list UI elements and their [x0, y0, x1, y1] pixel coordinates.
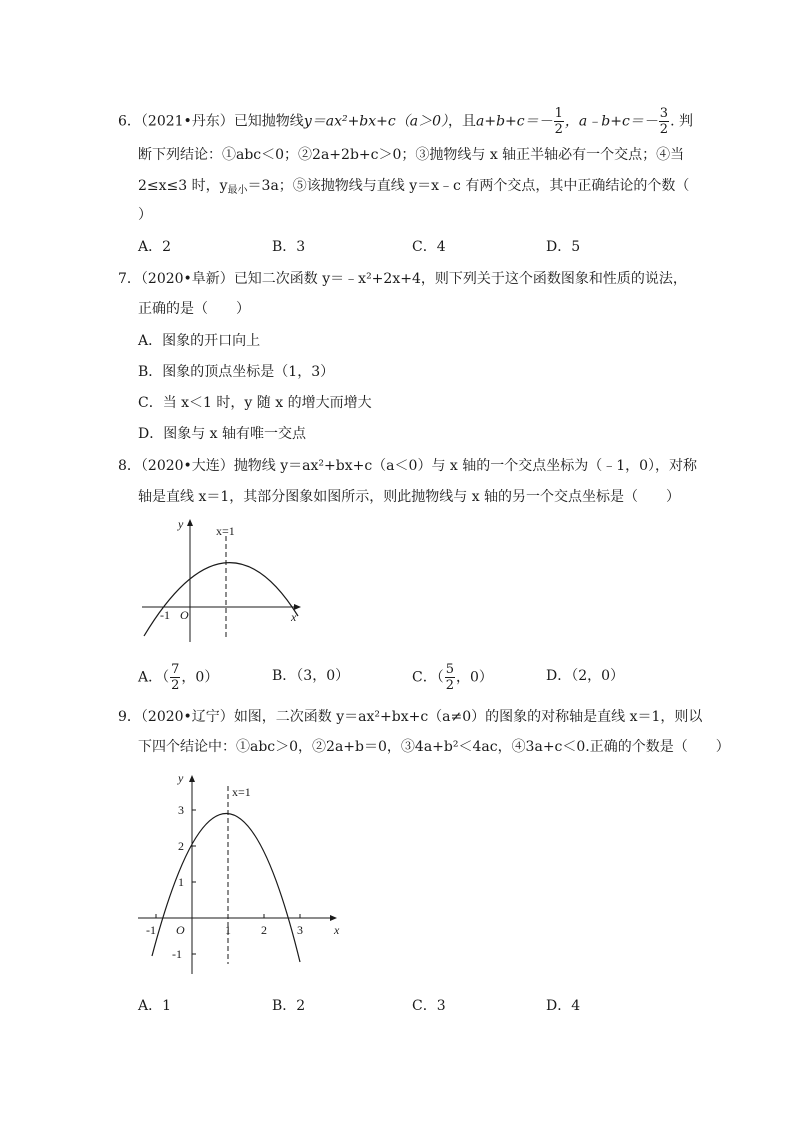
question-7-line-1: 7．（2020•阜新）已知二次函数 y＝﹣x²+2x+4，则下列关于这个函数图象和性质的说法，: [118, 271, 687, 287]
subscript: 最小: [227, 185, 248, 196]
option-text: ，0）: [181, 669, 219, 686]
option-d[interactable]: D．图象与 x 轴有唯一交点: [138, 426, 307, 442]
option-c[interactable]: C．3: [412, 998, 446, 1014]
symmetry-axis-label: x=1: [216, 524, 235, 538]
y-axis-label: y: [178, 771, 184, 785]
y-tick-label: 1: [178, 875, 184, 889]
numerator: 3: [659, 106, 669, 121]
option-c[interactable]: [412, 662, 493, 693]
question-9-line-1: 9．（2020•辽宁）如图，二次函数 y＝ax²+bx+c（a≠0）的图象的对称轴是直线 x＝1，则以: [118, 709, 703, 725]
y-tick-label: 2: [178, 839, 184, 853]
option-a[interactable]: [138, 662, 218, 693]
question-8-line-2: 轴是直线 x＝1，其部分图象如图所示，则此抛物线与 x 轴的另一个交点坐标是（ ）: [138, 489, 681, 505]
x-tick-label: 1: [225, 923, 231, 937]
y-tick-label: 3: [178, 803, 184, 817]
parabola-curve: [152, 813, 300, 962]
question-text: 已知二次函数 y＝﹣x²+2x+4，则下列关于这个函数图象和性质的说法，: [233, 271, 687, 287]
question-text: 2≤x≤3 时，y: [138, 178, 228, 194]
question-source: （2021•丹东）: [140, 113, 234, 130]
question-8-line-1: 8．（2020•大连）抛物线 y＝ax²+bx+c（a＜0）与 x 轴的一个交点坐标为（﹣1，0），对称: [118, 458, 698, 474]
question-9-line-2: 下四个结论中：①abc＞0，②2a+b＝0，③4a+b²＜4ac，④3a+c＜0.正确的个数是（ ）: [138, 739, 730, 755]
question-text: 如图，二次函数 y＝ax²+bx+c（a≠0）的图象的对称轴是直线 x＝1，则以: [233, 709, 703, 725]
option-a[interactable]: A．2: [138, 239, 172, 255]
fraction-five-halves: [445, 662, 455, 693]
origin-label: O: [180, 608, 189, 622]
equation: ，a﹣b+c＝－: [564, 113, 658, 130]
origin-label: O: [176, 923, 185, 937]
option-text: A．（: [138, 669, 170, 686]
denominator: 2: [171, 678, 180, 693]
question-text: . 判: [670, 113, 693, 130]
numerator: 1: [554, 106, 563, 121]
figure-8-parabola-graph: [134, 512, 314, 647]
option-text: ，0）: [456, 669, 493, 686]
option-b[interactable]: B．（3，0）: [272, 668, 350, 684]
question-6-line-4: ）: [138, 207, 152, 223]
fraction-three-halves: [659, 106, 669, 137]
option-a[interactable]: A．图象的开口向上: [138, 333, 261, 349]
denominator: 2: [659, 122, 669, 137]
option-c[interactable]: C．当 x＜1 时，y 随 x 的增大而增大: [138, 395, 372, 411]
question-text: 已知抛物线: [233, 113, 304, 130]
question-number: 8: [118, 458, 127, 474]
denominator: 2: [554, 122, 563, 137]
x-axis-label: x: [291, 610, 297, 624]
question-text: 抛物线 y＝ax²+bx+c（a＜0）与 x 轴的一个交点坐标为（﹣1，0），对称: [233, 458, 698, 474]
numerator: 7: [171, 662, 180, 677]
question-text: ＝3a；⑤该抛物线与直线 y＝x﹣c 有两个交点，其中正确结论的个数（: [247, 178, 690, 194]
symmetry-axis-label: x=1: [232, 785, 251, 799]
equation: y＝ax²+bx+c（a＞0）: [303, 113, 448, 130]
question-source: （2020•阜新）: [140, 271, 234, 287]
question-text: ，且: [448, 113, 476, 130]
equation: a+b+c＝－: [476, 113, 553, 130]
y-tick-label: -1: [172, 947, 182, 961]
x-tick-label: 2: [261, 923, 267, 937]
figure-9-parabola-graph: [130, 766, 350, 976]
option-a[interactable]: A．1: [138, 998, 172, 1014]
x-tick-label: 3: [297, 923, 303, 937]
question-number: 9: [118, 709, 127, 725]
option-c[interactable]: C．4: [412, 239, 446, 255]
x-tick-label: -1: [146, 923, 156, 937]
question-6-line-2: 断下列结论：①abc＜0；②2a+2b+c＞0；③抛物线与 x 轴正半轴必有一个交点；④当: [138, 147, 685, 163]
tick-label-neg1: -1: [160, 608, 170, 622]
option-d[interactable]: D．（2，0）: [546, 668, 625, 684]
option-b[interactable]: B．图象的顶点坐标是（1，3）: [138, 364, 335, 380]
option-d[interactable]: D．5: [546, 239, 581, 255]
question-source: （2020•大连）: [140, 458, 234, 474]
fraction-one-half: [554, 106, 564, 137]
x-axis-label: x: [334, 923, 340, 937]
question-6-line-3: [138, 176, 689, 201]
fraction-seven-halves: [170, 662, 180, 693]
question-7-line-2: 正确的是（ ）: [138, 301, 250, 317]
option-b[interactable]: B．3: [272, 239, 306, 255]
question-number: 7: [118, 271, 127, 287]
option-d[interactable]: D．4: [546, 998, 581, 1014]
question-6-line-1: 6．（2021•丹东）已知抛物线y＝ax²+bx+c（a＞0），且a+b+c＝－ $\frac{1}{2}$ ，a﹣b+c＝－ $\frac{3}{2}$ . 判: [118, 106, 693, 137]
numerator: 5: [445, 662, 454, 677]
question-number: 6: [118, 113, 127, 130]
option-b[interactable]: B．2: [272, 998, 306, 1014]
parabola-curve: [144, 563, 298, 636]
question-source: （2020•辽宁）: [140, 709, 234, 725]
denominator: 2: [445, 678, 454, 693]
y-axis-label: y: [178, 517, 184, 531]
option-text: C．（: [412, 669, 444, 686]
